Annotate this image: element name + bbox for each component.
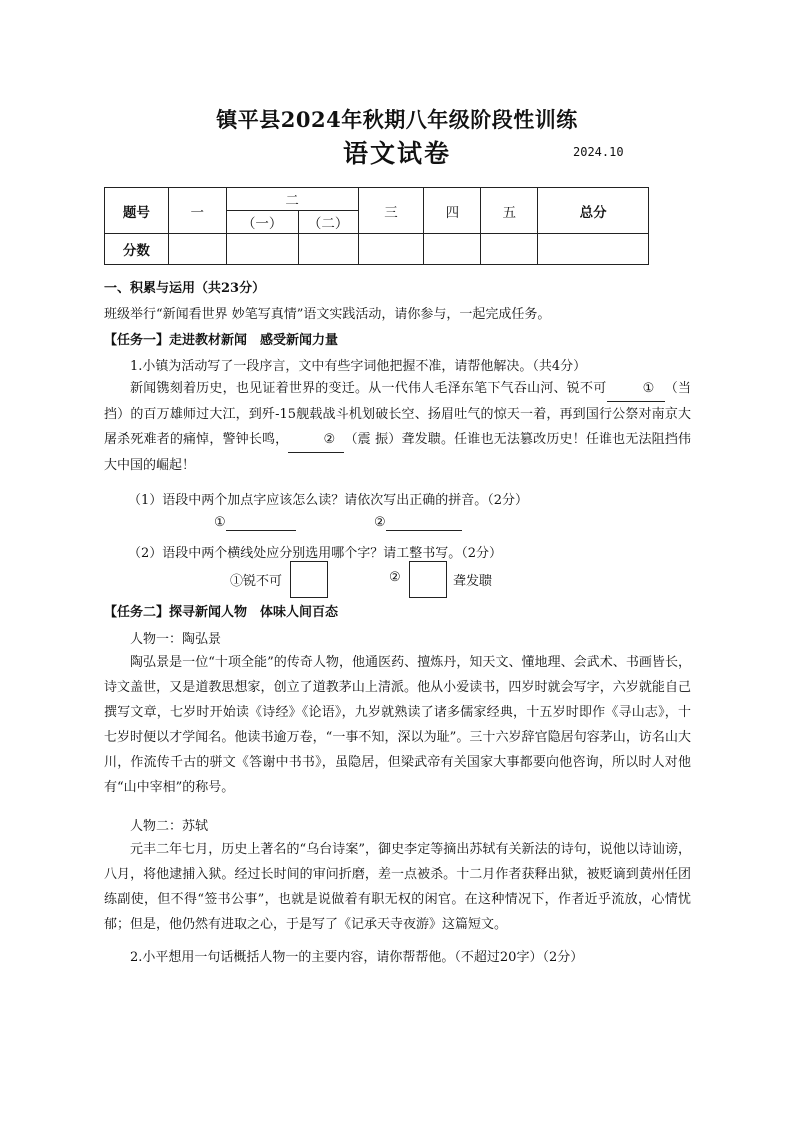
person2-label: 人物二：苏轼 — [130, 819, 209, 834]
score-cell[interactable] — [538, 234, 649, 265]
pinyin-answer-2 — [374, 515, 462, 531]
exam-subject-title: 语文试卷 — [342, 139, 451, 168]
task2-heading: 【任务二】探寻新闻人物 体味人间百态 — [104, 605, 339, 620]
score-header-q3: 三 — [358, 188, 424, 234]
score-header-label: 题号 — [105, 188, 169, 234]
section-intro: 班级举行“新闻看世界 妙笔写真情”语文实践活动，请你参与，一起完成任务。 — [104, 307, 551, 322]
blank-2-marker: ② — [323, 432, 336, 447]
question-1-1: （1）语段中两个加点字应该怎么读？请依次写出正确的拼音。（2分） — [128, 493, 529, 508]
passage-text-a: 新闻镌刻着历史，也见证着世界的变迁。从一代伟人毛泽东笔下气吞山河、锐不可 — [130, 381, 607, 396]
score-header-q4: 四 — [424, 188, 481, 234]
score-cell[interactable] — [424, 234, 481, 265]
score-cell[interactable] — [298, 234, 358, 265]
question-1-2: （2）语段中两个横线处应分别选用哪个字？请工整书写。（2分） — [128, 546, 503, 561]
passage-text-b: （当挡）的百万雄师过大江，到歼-15舰载战斗机划破长空、扬眉吐气的惊天一着，再到国行公祭对南京大屠杀死难者的痛悼，警钟长鸣， — [104, 381, 691, 447]
score-cell[interactable] — [358, 234, 424, 265]
score-cell[interactable] — [168, 234, 226, 265]
person1-label: 人物一：陶弘景 — [130, 632, 222, 647]
passage-text-c: （震 振）聋发聩。任谁也无法篡改历史！任谁也无法阻挡伟大中国的崛起！ — [104, 432, 691, 473]
pinyin-answer-2-label: ② — [374, 515, 386, 530]
score-header-q2-sub1: （一） — [226, 211, 298, 234]
score-header-total: 总分 — [538, 188, 649, 234]
score-header-q2-sub2: （二） — [298, 211, 358, 234]
blank-1-marker: ① — [642, 381, 655, 396]
score-cell[interactable] — [226, 234, 298, 265]
exam-date: 2024.10 — [573, 145, 624, 159]
blank-2[interactable] — [288, 427, 344, 453]
question-2: 2.小平想用一句话概括人物一的主要内容，请你帮帮他。（不超过20字）（2分） — [130, 950, 584, 965]
person2-paragraph: 元丰二年七月，历史上著名的“乌台诗案”，御史李定等摘出苏轼有关新法的诗句，说他以诗讪谤，八月，将他逮捕入狱。经过长时间的审问折磨，差一点被杀。十二月作者获释出狱，被贬谪到黄州任团练副使，但不得“签书公事”，也就是说做着有职无权的闲官。在这种情况下，作者近乎流放，心情忧郁；但是，他仍然有进取之心，于是写了《记承天寺夜游》这篇短文。 — [104, 842, 691, 932]
pinyin-blank-2[interactable] — [386, 515, 462, 531]
person1-paragraph: 陶弘景是一位“十项全能”的传奇人物，他通医药、擅炼丹，知天文、懂地理、会武术、书画皆长，诗文盖世，又是道教思想家，创立了道教茅山上清派。他从小爱读书，四岁时就会写字，六岁就能自己撰写文章，七岁时开始读《诗经》《论语》，九岁就熟读了诸多儒家经典，十五岁时即作《寻山志》，十七岁时便以才学闻名。他读书逾万卷，“一事不知，深以为耻”。三十六岁辞官隐居句容茅山，访名山大川，作流传千古的骈文《答谢中书书》，虽隐居，但梁武帝有关国家大事都要向他咨询，所以时人对他有“山中宰相”的称号。 — [104, 655, 691, 795]
pinyin-answer-1 — [214, 515, 296, 531]
passage-paragraph — [104, 376, 691, 478]
answer-box-1[interactable] — [290, 561, 328, 598]
score-cell[interactable] — [481, 234, 538, 265]
pinyin-answer-1-label: ① — [214, 515, 226, 530]
section-heading: 一、积累与运用（共23分） — [104, 281, 266, 296]
fill-after-2: 聋发聩 — [453, 574, 493, 589]
fill-label-2: ② — [389, 570, 401, 585]
score-header-q5: 五 — [481, 188, 538, 234]
question-1: 1.小镇为活动写了一段序言，文中有些字词他把握不准，请帮他解决。（共4分） — [130, 359, 587, 374]
answer-box-2[interactable] — [409, 561, 447, 598]
task1-heading: 【任务一】走进教材新闻 感受新闻力量 — [104, 333, 339, 348]
blank-1[interactable] — [607, 376, 665, 402]
score-header-q2: 二 — [226, 188, 358, 211]
exam-title: 镇平县2024年秋期八年级阶段性训练 — [216, 107, 578, 132]
pinyin-blank-1[interactable] — [226, 515, 296, 531]
fill-label-1: ①锐不可 — [230, 574, 283, 589]
score-header-q1: 一 — [168, 188, 226, 234]
score-row-label: 分数 — [105, 234, 169, 265]
score-table — [104, 187, 649, 265]
